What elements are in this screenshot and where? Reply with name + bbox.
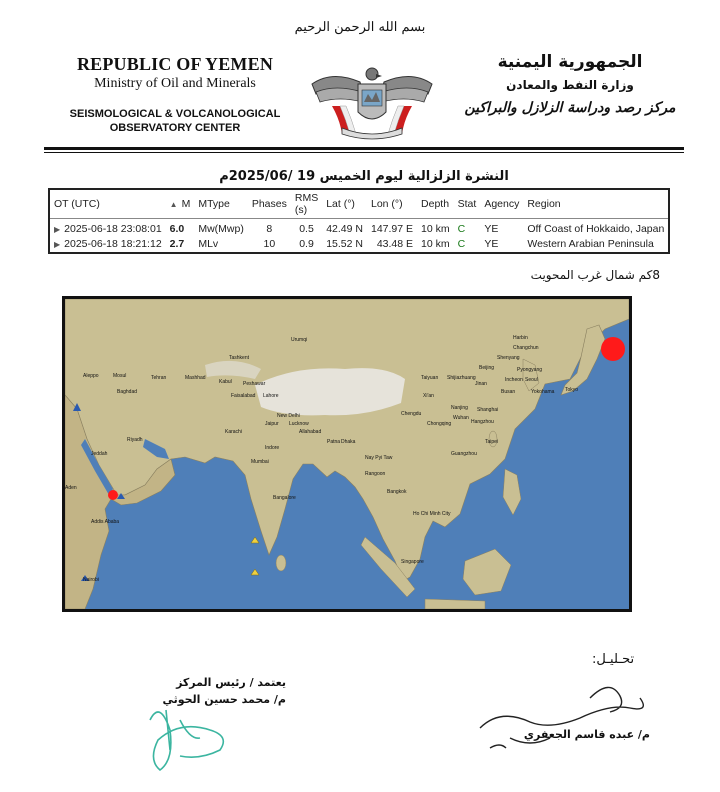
city-label: Lahore bbox=[263, 393, 279, 399]
city-label: Patna bbox=[327, 439, 341, 445]
ar-republic-title: الجمهورية اليمنية bbox=[497, 52, 643, 72]
col-stat[interactable]: Stat bbox=[454, 189, 481, 219]
city-label: Nairobi bbox=[83, 577, 99, 583]
city-label: Allahabad bbox=[299, 429, 322, 435]
city-label: New Delhi bbox=[277, 413, 300, 419]
sort-arrow-icon: ▲ bbox=[169, 200, 178, 209]
bulletin-title: النشرة الزلزالية ليوم الخميس 19 /2025/06م bbox=[219, 169, 509, 184]
yemen-eagle-emblem bbox=[302, 62, 442, 142]
city-label: Nanjing bbox=[451, 405, 468, 411]
director-signature bbox=[130, 690, 240, 780]
seismic-map[interactable] bbox=[62, 296, 632, 612]
city-label: Wuhan bbox=[453, 415, 469, 421]
city-label: Bangalore bbox=[273, 495, 296, 501]
city-label: Jaipur bbox=[265, 421, 279, 427]
city-label: Jeddah bbox=[91, 451, 108, 457]
city-label: Hangzhou bbox=[471, 419, 494, 425]
en-center-line1: SEISMOLOGICAL & VOLCANOLOGICAL bbox=[69, 108, 281, 120]
city-label: Taiyuan bbox=[421, 375, 439, 381]
cell-ot: ▶ 2025-06-18 23:08:01 bbox=[54, 223, 162, 235]
cell-mtype: MLv bbox=[198, 238, 219, 250]
cell-rms: 0.5 bbox=[299, 223, 314, 235]
cell-lat: 15.52 N bbox=[326, 238, 363, 250]
approved-by-label: يعتمد / رئيس المركز bbox=[176, 676, 286, 689]
landmass-srilanka bbox=[276, 555, 286, 571]
cell-depth: 10 km bbox=[421, 238, 450, 250]
city-label: Mashhad bbox=[185, 375, 206, 381]
city-label: Aden bbox=[65, 485, 77, 491]
city-label: Karachi bbox=[225, 429, 242, 435]
cell-phases: 8 bbox=[266, 223, 273, 235]
city-label: Bangkok bbox=[387, 489, 407, 495]
earthquake-table bbox=[48, 188, 670, 254]
cell-agency: YE bbox=[484, 223, 499, 235]
col-m[interactable]: ▲ M bbox=[166, 189, 195, 219]
event-marker-hokkaido[interactable] bbox=[601, 337, 625, 361]
city-label: Guangzhou bbox=[451, 451, 477, 457]
city-label: Taipei bbox=[485, 439, 499, 445]
city-label: Busan bbox=[501, 389, 516, 395]
en-republic-title: REPUBLIC OF YEMEN bbox=[76, 54, 274, 74]
table-row[interactable] bbox=[49, 236, 669, 253]
city-label: Tokyo bbox=[565, 387, 579, 393]
city-label: Lucknow bbox=[289, 421, 309, 427]
city-label: Singapore bbox=[401, 559, 424, 565]
cell-region: Off Coast of Hokkaido, Japan bbox=[527, 223, 665, 235]
city-label: Chongqing bbox=[427, 421, 452, 427]
cell-stat: C bbox=[457, 223, 466, 235]
city-label: Xi'an bbox=[423, 393, 434, 399]
city-label: Chengdu bbox=[401, 411, 422, 417]
city-label: Jinan bbox=[475, 381, 487, 387]
col-lat[interactable]: Lat (°) bbox=[322, 189, 367, 219]
city-label: Urumqi bbox=[291, 337, 308, 343]
city-label: Yokohama bbox=[531, 389, 555, 395]
cell-lon: 43.48 E bbox=[376, 238, 414, 250]
location-note: 8كم شمال غرب المحويت bbox=[530, 268, 660, 282]
city-label: Aleppo bbox=[83, 373, 99, 379]
city-label: Indore bbox=[265, 445, 280, 451]
city-label: Dhaka bbox=[341, 439, 356, 445]
city-label: Shenyang bbox=[497, 355, 520, 361]
city-label: Tashkent bbox=[229, 355, 250, 361]
header-divider bbox=[44, 147, 684, 150]
col-lon[interactable]: Lon (°) bbox=[367, 189, 417, 219]
city-label: Riyadh bbox=[127, 437, 143, 443]
city-label: Ho Chi Minh City bbox=[413, 511, 451, 517]
col-phases[interactable]: Phases bbox=[248, 189, 291, 219]
city-label: Harbin bbox=[513, 335, 528, 341]
city-label: Pyongyang bbox=[517, 367, 543, 373]
city-label: Changchun bbox=[513, 345, 539, 351]
cell-ot: ▶ 2025-06-18 18:21:12 bbox=[54, 238, 162, 250]
col-rms[interactable]: RMS (s) bbox=[291, 189, 322, 219]
event-marker-yemen[interactable] bbox=[108, 490, 118, 500]
english-header bbox=[60, 54, 290, 134]
city-label: Beijing bbox=[479, 365, 495, 371]
col-region[interactable]: Region bbox=[523, 189, 669, 219]
city-label: Shanghai bbox=[477, 407, 499, 413]
cell-region: Western Arabian Peninsula bbox=[527, 238, 654, 250]
col-agency[interactable]: Agency bbox=[480, 189, 523, 219]
cell-mtype: Mw(Mwp) bbox=[198, 223, 244, 235]
table-row[interactable] bbox=[49, 219, 669, 237]
table-header-row bbox=[49, 189, 669, 219]
analyst-name: م/ عبده قاسم الجعفري bbox=[523, 728, 650, 741]
map-canvas[interactable] bbox=[65, 299, 629, 609]
col-depth[interactable]: Depth bbox=[417, 189, 454, 219]
city-label: Baghdad bbox=[117, 389, 138, 395]
city-label: Incheon bbox=[505, 377, 523, 383]
analyst-signature bbox=[470, 668, 660, 758]
col-ot[interactable]: OT (UTC) bbox=[49, 189, 166, 219]
city-label: Peshawar bbox=[243, 381, 266, 387]
cell-stat: C bbox=[457, 238, 466, 250]
header-divider-thin bbox=[44, 152, 684, 153]
cell-rms: 0.9 bbox=[299, 238, 314, 250]
city-label: Rangoon bbox=[365, 471, 386, 477]
city-label: Shijiazhuang bbox=[447, 375, 476, 381]
city-label: Tehran bbox=[151, 375, 167, 381]
cell-lat: 42.49 N bbox=[326, 223, 363, 235]
cell-m: 6.0 bbox=[169, 223, 185, 235]
arabic-header bbox=[455, 52, 685, 116]
cell-m: 2.7 bbox=[169, 238, 185, 250]
col-mtype[interactable]: MType bbox=[194, 189, 248, 219]
city-label: Seoul bbox=[525, 377, 538, 383]
landmass-java bbox=[425, 599, 485, 609]
en-center-line2: OBSERVATORY CENTER bbox=[109, 122, 241, 134]
city-label: Nay Pyi Taw bbox=[365, 455, 393, 461]
director-name: م/ محمد حسين الحوثي bbox=[162, 693, 286, 706]
city-label: Mumbai bbox=[251, 459, 269, 465]
en-ministry-title: Ministry of Oil and Minerals bbox=[94, 76, 256, 91]
cell-lon: 147.97 E bbox=[370, 223, 414, 235]
city-label: Addis Ababa bbox=[91, 519, 120, 525]
cell-agency: YE bbox=[484, 238, 499, 250]
expand-arrow-icon[interactable]: ▶ bbox=[54, 240, 61, 249]
ar-center-title: مركز رصد ودراسة الزلازل والبراكين bbox=[464, 100, 676, 116]
basmala: بسم الله الرحمن الرحيم bbox=[294, 20, 426, 35]
cell-depth: 10 km bbox=[421, 223, 450, 235]
city-label: Faisalabad bbox=[231, 393, 256, 399]
analysis-label: تحـليـل: bbox=[592, 652, 635, 667]
cell-phases: 10 bbox=[263, 238, 276, 250]
city-label: Mosul bbox=[113, 373, 127, 379]
city-label: Kabul bbox=[219, 379, 232, 385]
ar-ministry-title: وزارة النفط والمعادن bbox=[506, 78, 634, 92]
expand-arrow-icon[interactable]: ▶ bbox=[54, 225, 61, 234]
